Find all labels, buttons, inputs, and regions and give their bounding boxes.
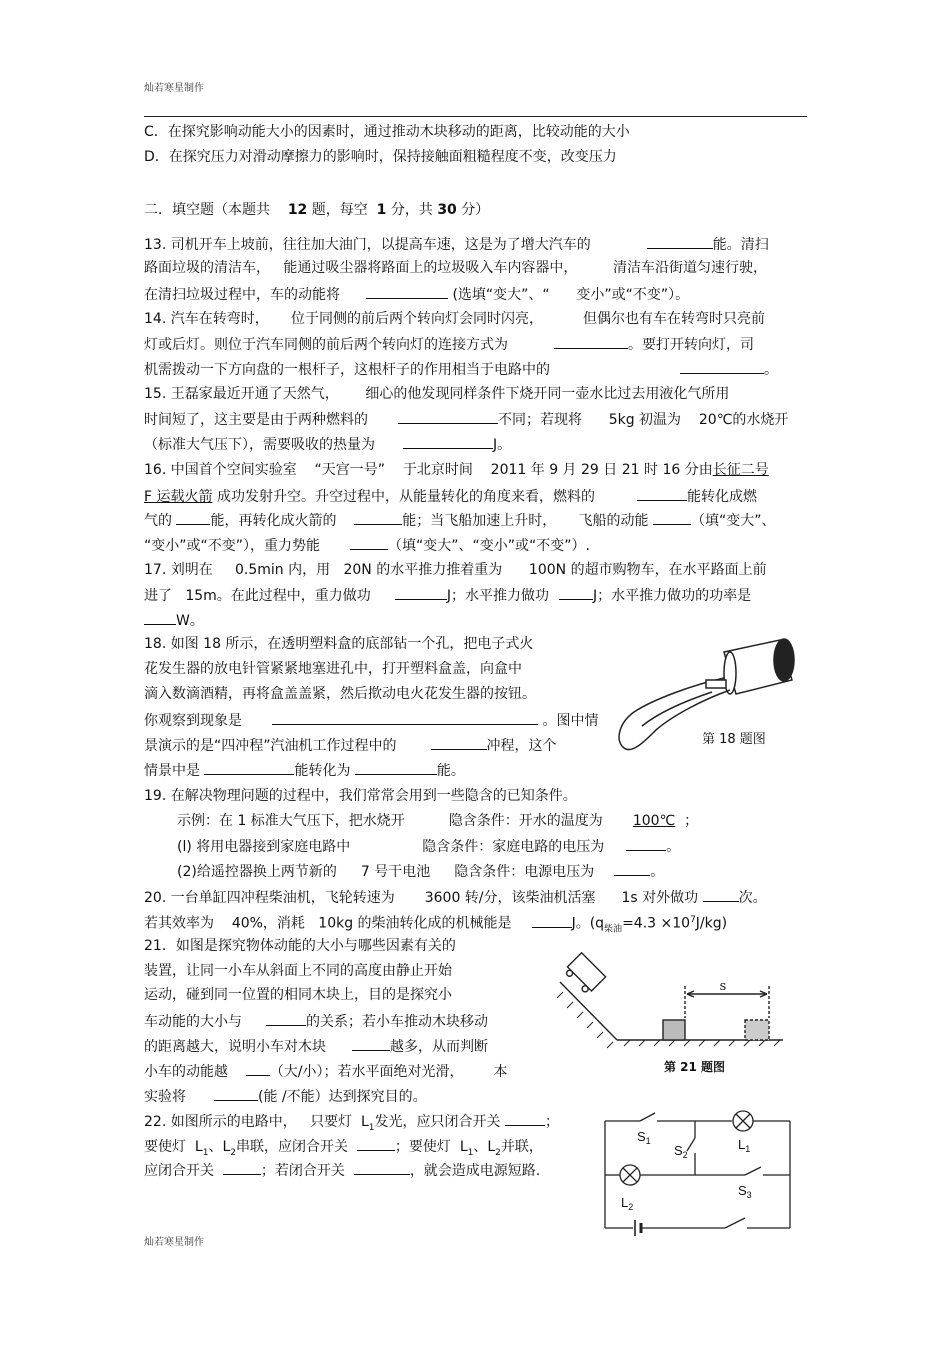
- figure-18-caption: 第 18 题图: [702, 732, 766, 747]
- q17-line2: 进了 15m。在此过程中，重力做功 J；水平推力做功 J；水平推力做功的功率是: [144, 585, 751, 605]
- label-s3: $S_3$: [738, 1183, 752, 1200]
- q17-line3: W。: [144, 610, 204, 630]
- blank[interactable]: [614, 861, 650, 876]
- figure-21: [555, 952, 790, 1057]
- blank[interactable]: [246, 1061, 270, 1076]
- page-footer: 灿若寒星制作: [144, 1237, 204, 1248]
- blank[interactable]: [637, 486, 687, 501]
- figure-21-caption: 第 21 题图: [664, 1060, 726, 1074]
- header-rule: [144, 116, 807, 117]
- q17-line1: 17. 刘明在 0.5min 内，用 20N 的水平推力推着重为 100N 的超市购物车，在水平路面上前: [144, 562, 767, 578]
- q16-line1: 16. 中国首个空间实验室 “天宫一号” 于北京时间 2011 年 9 月 29 日 21 时 16 分由长征二号: [144, 462, 769, 478]
- blank[interactable]: [352, 1036, 390, 1051]
- blank[interactable]: [395, 585, 447, 600]
- blank[interactable]: [554, 334, 628, 349]
- blank[interactable]: [505, 1111, 545, 1126]
- q18-line4: 你观察到现象是 。图中情: [144, 710, 598, 730]
- figure-22-circuit: [595, 1103, 800, 1238]
- q18-line3: 滴入数滴酒精，再将盒盖盖紧，然后揿动电火花发生器的按钮。: [144, 686, 536, 702]
- blank[interactable]: [144, 610, 176, 625]
- blank[interactable]: [703, 887, 739, 902]
- q19-line4: (2)给遥控器换上两节新的 7 号干电池 隐含条件：电源电压为 。: [177, 861, 664, 881]
- blank[interactable]: [403, 434, 493, 449]
- blank[interactable]: [350, 535, 388, 550]
- blank[interactable]: [272, 710, 538, 725]
- blank[interactable]: [354, 1160, 410, 1175]
- q16-line2: F 运载火箭 成功发射升空。升空过程中，从能量转化的角度来看，燃料的 能转化成燃: [144, 486, 757, 506]
- q21-line2: 装置，让同一小车从斜面上不同的高度由静止开始: [144, 963, 452, 979]
- blank[interactable]: [176, 510, 210, 525]
- q19-line1: 19. 在解决物理问题的过程中，我们常常会用到一些隐含的已知条件。: [144, 788, 577, 804]
- section-title: 二．填空题（本题共 12 题，每空 1 分，共 30 分）: [144, 202, 490, 218]
- q16-line3: 气的 能，再转化成火箭的 能；当飞船加速上升时， 飞船的动能 （填“变大”、: [144, 510, 776, 530]
- blank[interactable]: [204, 760, 294, 775]
- blank[interactable]: [266, 1011, 306, 1026]
- q21-line3: 运动，碰到同一位置的相同木块上，目的是探究小: [144, 987, 452, 1003]
- q21-line6: 小车的动能越 （大/小）；若水平面绝对光滑， 本: [144, 1061, 508, 1081]
- blank[interactable]: [366, 284, 448, 299]
- figure-21-s-label: s: [719, 979, 727, 994]
- q20-line1: 20. 一台单缸四冲程柴油机，飞轮转速为 3600 转/分，该柴油机活塞 1s 对外做功 次。: [144, 887, 767, 907]
- q19-line2: 示例：在 1 标准大气压下，把水烧开 隐含条件：开水的温度为 100℃ ；: [177, 813, 699, 829]
- q14-line2: 灯或后灯。则位于汽车同侧的前后两个转向灯的连接方式为 。要打开转向灯，司: [144, 334, 754, 354]
- blank[interactable]: [357, 1136, 395, 1151]
- q13-line1: 13. 司机开车上坡前，往往加大油门，以提高车速，这是为了增大汽车的 能。清扫: [144, 234, 769, 254]
- blank[interactable]: [680, 359, 764, 374]
- q18-line5: 景演示的是“四冲程”汽油机工作过程中的 冲程，这个: [144, 735, 557, 755]
- q21-line7: 实验将 (能 /不能）达到探究目的。: [144, 1086, 427, 1106]
- blank[interactable]: [626, 836, 666, 851]
- blank[interactable]: [355, 760, 437, 775]
- q14-line3: 机需拨动一下方向盘的一根杆子，这根杆子的作用相当于电路中的 。: [144, 359, 778, 379]
- blank[interactable]: [559, 585, 593, 600]
- q14-line1: 14. 汽车在转弯时， 位于同侧的前后两个转向灯会同时闪亮， 但偶尔也有车在转弯时只亮前: [144, 311, 766, 327]
- blank[interactable]: [532, 913, 572, 928]
- q20-line2: 若其效率为 40%，消耗 10kg 的柴油转化成的机械能是 J。$(q_{柴油}=4.3 \times 10^7J/kg)$: [144, 911, 727, 938]
- option-d: D．在探究压力对滑动摩擦力的影响时，保持接触面粗糙程度不变，改变压力: [144, 149, 617, 165]
- q22-line3: 应闭合开关 ；若闭合开关 ，就会造成电源短路.: [144, 1160, 540, 1180]
- blank[interactable]: [214, 1086, 258, 1101]
- label-s1: $S_1$: [637, 1129, 651, 1146]
- page-header: 灿若寒星制作: [144, 83, 204, 94]
- q22-line2: 要使灯 $L_1$、$L_2$串联，应闭合开关 ；要使灯 $L_1$、$L_2$并联，: [144, 1136, 543, 1162]
- q13-line2: 路面垃圾的清洁车， 能通过吸尘器将路面上的垃圾吸入车内容器中， 清洁车沿街道匀速行驶，: [144, 260, 767, 276]
- q19-line3: (l) 将用电器接到家庭电路中 隐含条件：家庭电路的电压为 。: [177, 836, 680, 856]
- q15-line2: 时间短了，这主要是由于两种燃料的 不同；若现将 5kg 初温为 20℃的水烧开: [144, 409, 788, 429]
- q18-line1: 18. 如图 18 所示，在透明塑料盒的底部钻一个孔，把电子式火: [144, 636, 534, 652]
- blank[interactable]: [398, 409, 498, 424]
- q16-line4: “变小”或“不变”），重力势能 （填“变大”、“变小”或“不变”）.: [144, 535, 590, 555]
- blank[interactable]: [431, 735, 487, 750]
- blank[interactable]: [223, 1160, 261, 1175]
- q15-line1: 15. 王磊家最近开通了天然气， 细心的他发现同样条件下烧开同一壶水比过去用液化气所用: [144, 386, 730, 402]
- q18-line6: 情景中是 能转化为 能。: [144, 760, 465, 780]
- q21-line4: 车动能的大小与 的关系；若小车推动木块移动: [144, 1011, 488, 1031]
- q22-line1: 22. 如图所示的电路中， 只要灯 $L_1$发光，应只闭合开关 ；: [144, 1111, 559, 1137]
- label-l1: $L_1$: [738, 1137, 751, 1154]
- blank[interactable]: [354, 510, 402, 525]
- q21-line5: 的距离越大，说明小车对木块 越多，从而判断: [144, 1036, 488, 1056]
- q13-line3: 在清扫垃圾过程中，车的动能将 (选填“变大”、“ 变小”或“不变”）。: [144, 284, 689, 304]
- label-l2: $L_2$: [621, 1195, 634, 1212]
- figure-18: [612, 630, 802, 770]
- q15-line3: （标准大气压下），需要吸收的热量为 J。: [144, 434, 511, 454]
- label-s2: $S_2$: [674, 1143, 688, 1160]
- q21-line1: 21．如图是探究物体动能的大小与哪些因素有关的: [144, 938, 456, 954]
- option-c: C．在探究影响动能大小的因素时，通过推动木块移动的距离，比较动能的大小: [144, 124, 630, 140]
- blank[interactable]: [653, 510, 691, 525]
- blank[interactable]: [647, 234, 713, 249]
- q18-line2: 花发生器的放电针管紧紧地塞进孔中，打开塑料盒盖，向盒中: [144, 661, 522, 677]
